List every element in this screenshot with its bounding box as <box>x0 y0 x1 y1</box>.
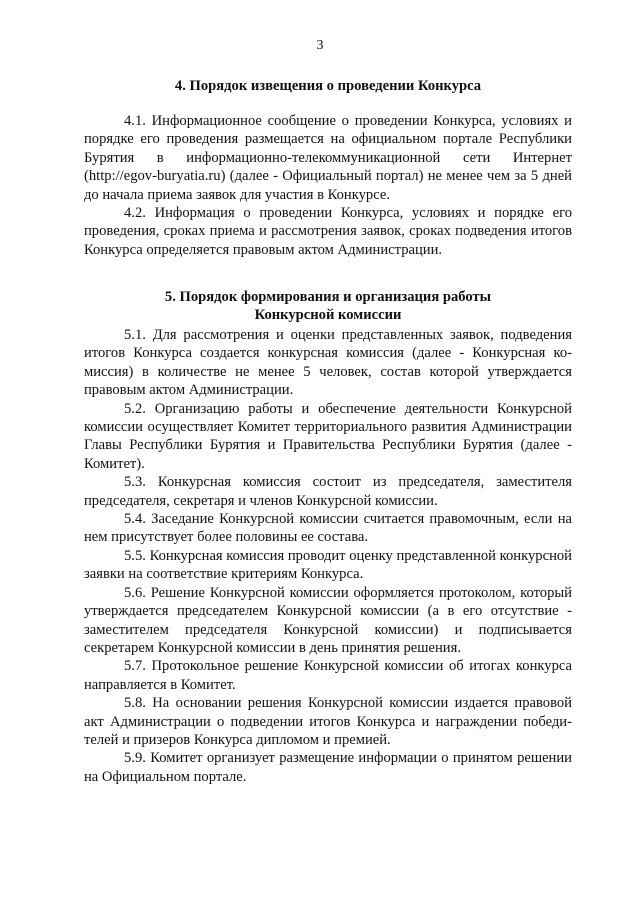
page-number: 3 <box>316 38 324 53</box>
paragraph-4-1: 4.1. Информационное сообщение о проведении Конкурса, условиях и порядке его проведения размещается на официальном портале Республики Бурятия в информационно-телекоммуникационной сети Интернет (http://egov-buryatia.ru) (далее - Официальный портал) не менее чем за 5 дней до начала приема заявок для участия в Конкурсе. <box>84 113 572 203</box>
paragraph-5-4: 5.4. Заседание Конкурсной комиссии считается правомочным, если на нем присутствует более половины ее состава. <box>84 511 572 546</box>
section-5-heading-line1: 5. Порядок формирования и организация работы <box>164 289 492 305</box>
paragraph-5-6: 5.6. Решение Конкурсной комиссии оформляется протоколом, который утверждается председателем Конкурсной комиссии (а в его отсутствие - заместителем председателя Конкурсной комиссии) и подписывается секретарем Конкурсной комиссии в день принятия решения. <box>84 584 572 656</box>
paragraph-5-8: 5.8. На основании решения Конкурсной комиссии издается правовой акт Администрации о подведении итогов Конкурса и награждении победителей и призеров Конкурса дипломом и премией. <box>84 695 572 748</box>
section-4-heading-text: 4. Порядок извещения о проведении Конкурса <box>174 78 482 94</box>
paragraph-5-7: 5.7. Протокольное решение Конкурсной комиссии об итогах конкурса направляется в Комитет. <box>84 658 572 693</box>
paragraph-5-2: 5.2. Организацию работы и обеспечение деятельности Конкурсной комиссии осуществляет Комитет территориального развития Администрации Главы Республики Бурятия и Правительства Республики Бурятия (далее - Комитет). <box>84 400 572 472</box>
paragraph-5-5: 5.5. Конкурсная комиссия проводит оценку представленной конкурсной заявки на соответствие критериям Конкурса. <box>84 547 572 583</box>
section-5-heading-line2: Конкурсной комиссии <box>254 307 402 323</box>
section-5-body <box>84 326 572 786</box>
section-5-heading <box>84 288 572 324</box>
section-4-body <box>84 112 572 259</box>
paragraph-4-2: 4.2. Информация о проведении Конкурса, условиях и порядке его проведения, сроках приема и рассмотрения заявок, сроках подведения итогов Конкурса определяется правовым актом Администрации. <box>84 205 572 258</box>
paragraph-5-3: 5.3. Конкурсная комиссия состоит из председателя, заместителя председателя, секретаря и членов Конкурсной комиссии. <box>84 474 572 509</box>
section-4-heading <box>84 77 572 95</box>
paragraph-5-9: 5.9. Комитет организует размещение информации о принятом решении на Официальном портале. <box>84 750 572 785</box>
paragraph-5-1: 5.1. Для рассмотрения и оценки представленных заявок, подведения итогов Конкурса создается конкурсная комиссия (далее - Конкурсная комиссия) в количестве не менее 5 человек, состав которой утверждается правовым актом Администрации. <box>84 327 572 399</box>
